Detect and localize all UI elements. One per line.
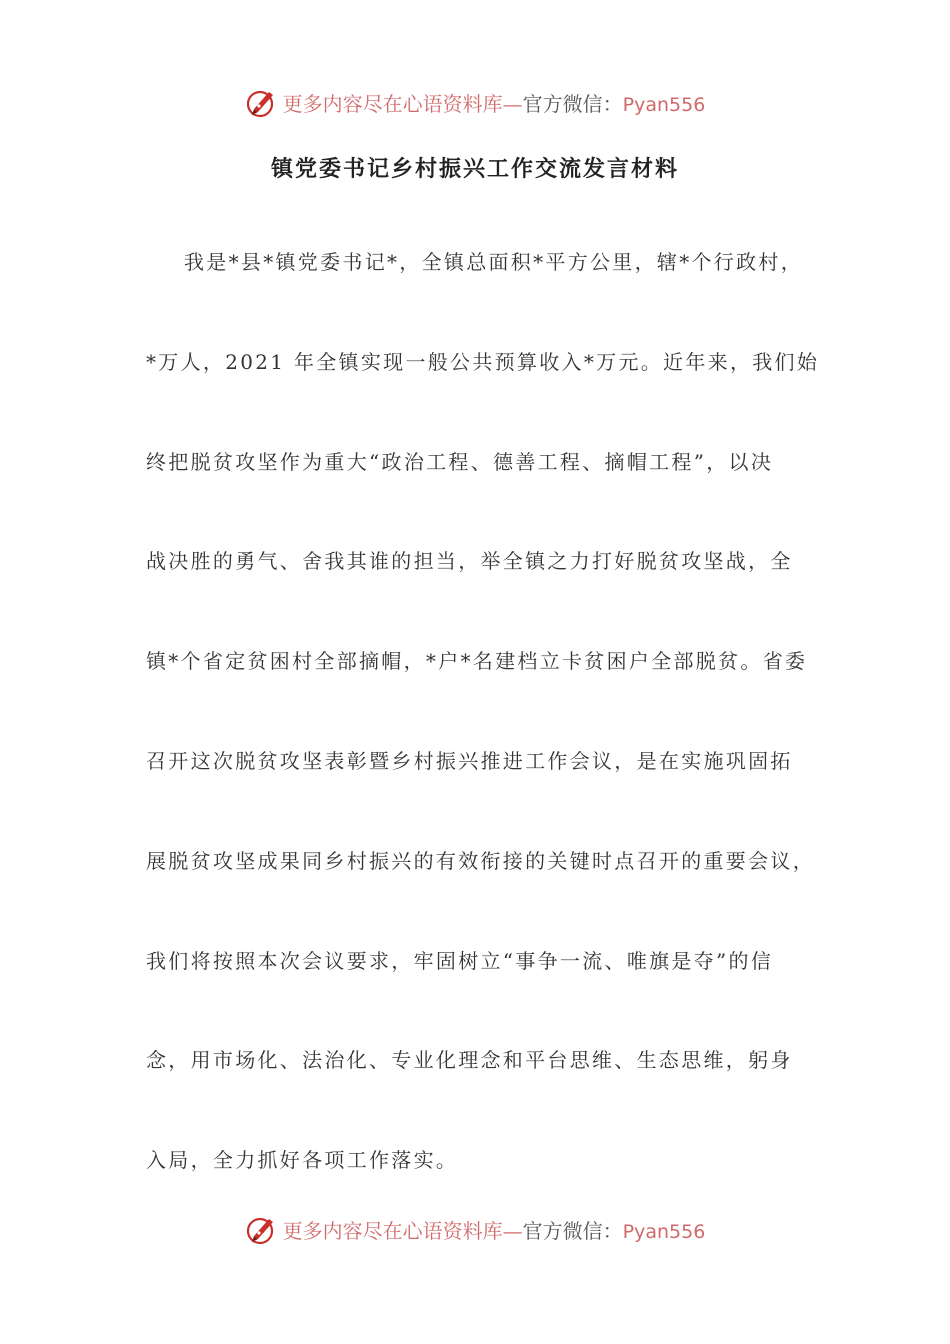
body-line: 我是*县*镇党委书记*，全镇总面积*平方公里，辖*个行政村， (184, 250, 803, 274)
banner-text (283, 1215, 706, 1244)
header-banner (0, 82, 950, 122)
body-line: 展脱贫攻坚成果同乡村振兴的有效衔接的关键时点召开的重要会议， (146, 848, 815, 873)
body-line: 召开这次脱贫攻坚表彰暨乡村振兴推进工作会议，是在实施巩固拓 (146, 748, 793, 773)
pen-nib-logo-icon (245, 85, 279, 119)
banner-text (283, 88, 706, 117)
footer-banner (0, 1209, 950, 1249)
body-line: 我们将按照本次会议要求，牢固树立“事争一流、唯旗是夺”的信 (146, 948, 774, 973)
body-line: 念，用市场化、法治化、专业化理念和平台思维、生态思维，躬身 (146, 1048, 793, 1073)
banner-wechat-id: Pyan556 (622, 93, 706, 116)
body-line: *万人，2021 年全镇实现一般公共预算收入*万元。近年来，我们始 (146, 349, 820, 374)
banner-dash: — (502, 1218, 523, 1243)
banner-wechat-label: 官方微信： (522, 91, 623, 116)
banner-dash: — (502, 91, 523, 116)
document-title: 镇党委书记乡村振兴工作交流发言材料 (270, 156, 679, 182)
document-body (146, 238, 820, 1236)
pen-nib-logo-icon (245, 1212, 279, 1246)
banner-site-name: 更多内容尽在心语资料库 (282, 1218, 503, 1243)
banner-wechat-label: 官方微信： (522, 1218, 623, 1243)
body-line: 入局，全力抓好各项工作落实。 (146, 1148, 459, 1173)
banner-wechat-id: Pyan556 (622, 1220, 706, 1243)
banner-site-name: 更多内容尽在心语资料库 (282, 91, 503, 116)
body-line: 终把脱贫攻坚作为重大“政治工程、德善工程、摘帽工程”，以决 (146, 449, 774, 474)
body-line: 镇*个省定贫困村全部摘帽，*户*名建档立卡贫困户全部脱贫。省委 (146, 649, 808, 674)
body-line: 战决胜的勇气、舍我其谁的担当，举全镇之力打好脱贫攻坚战，全 (146, 549, 793, 574)
